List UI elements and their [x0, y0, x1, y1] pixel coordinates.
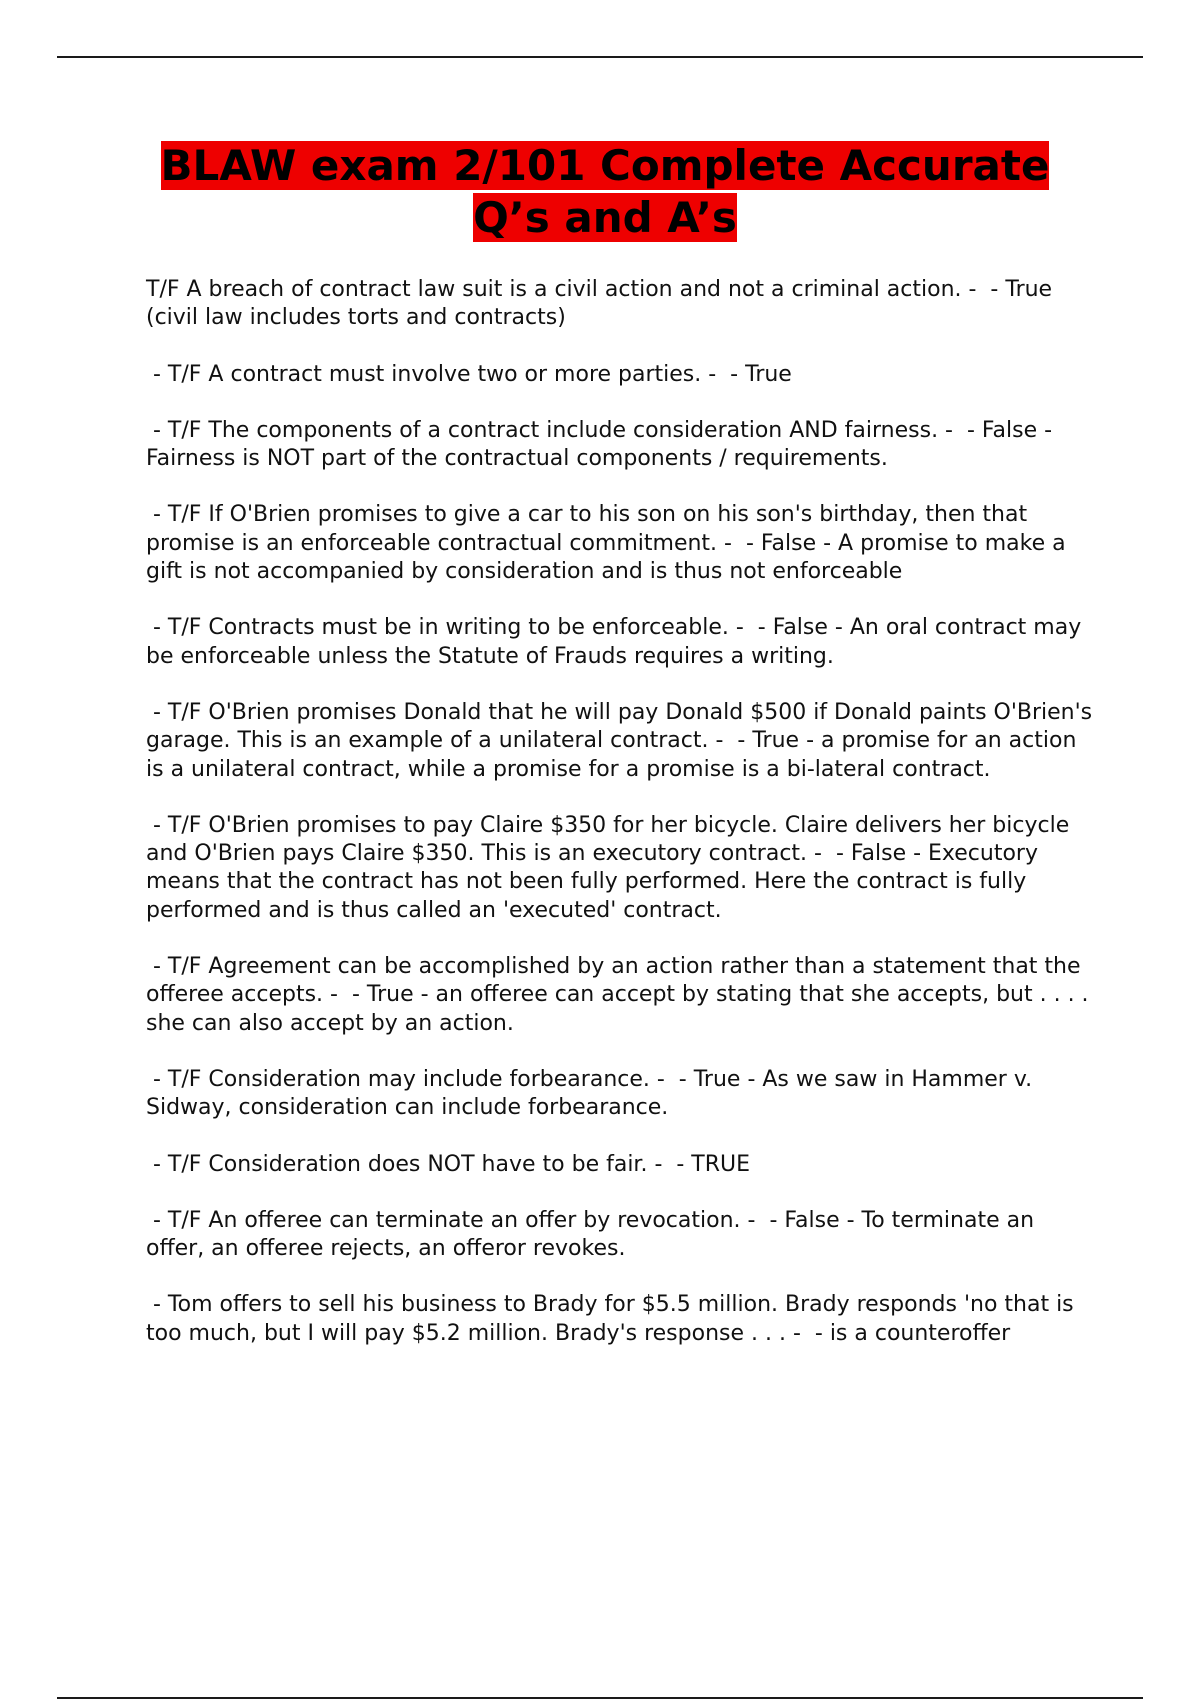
qa-item: - T/F Consideration does NOT have to be fair. - - TRUE — [146, 1151, 751, 1177]
qa-item: - T/F Consideration may include forbearance. - - True - As we saw in Hammer v. Sidway, consideration can include forbearance. — [146, 1066, 1040, 1121]
qa-item: - Tom offers to sell his business to Brady for $5.5 million. Brady responds 'no that is too much, but I will pay $5.2 million. Brady's response . . . - - is a counteroffer — [146, 1292, 1081, 1346]
document-title — [130, 140, 1080, 244]
qa-item: - T/F O'Brien promises to pay Claire $350 for her bicycle. Claire delivers her bicycle and O'Brien pays Claire $350. This is an executory contract. - - False - Executory means that the contract has not been fully performed. Here the contract is fully performed and is thus called an 'executed' contract. — [146, 812, 1077, 923]
qa-item: - T/F An offeree can terminate an offer by revocation. - - False - To terminate an offer, an offeree rejects, an offeror revokes. — [146, 1207, 1042, 1262]
title-highlight: BLAW exam 2/101 Complete Accurate Q’s and A’s — [160, 141, 1050, 242]
qa-item: - T/F Agreement can be accomplished by an action rather than a statement that the offeree accepts. - - True - an offeree can accept by stating that she accepts, but . . . . she can also accept by an action. — [146, 954, 1096, 1036]
qa-item: - T/F The components of a contract include consideration AND fairness. - - False - Fairness is NOT part of the contractual components / requirements. — [146, 417, 1060, 472]
qa-item: - T/F A contract must involve two or more parties. - - True — [146, 361, 792, 387]
qa-item: - T/F If O'Brien promises to give a car to his son on his son's birthday, then that promise is an enforceable contractual commitment. - - False - A promise to make a gift is not accompanied by consideration and is thus not enforceable — [146, 502, 1073, 585]
qa-list — [146, 276, 1100, 1376]
qa-item: - T/F Contracts must be in writing to be enforceable. - - False - An oral contract may be enforceable unless the Statute of Frauds requires a writing. — [146, 615, 1089, 669]
bottom-rule — [57, 1697, 1143, 1699]
qa-item: - T/F O'Brien promises Donald that he will pay Donald $500 if Donald paints O'Brien's garage. This is an example of a unilateral contract. - - True - a promise for an action is a unilateral contract, while a promise for a promise is a bi-lateral contract. — [146, 699, 1100, 782]
qa-item: T/F A breach of contract law suit is a civil action and not a criminal action. - - True (civil law includes torts and contracts) — [146, 277, 1060, 331]
top-rule — [57, 56, 1143, 58]
